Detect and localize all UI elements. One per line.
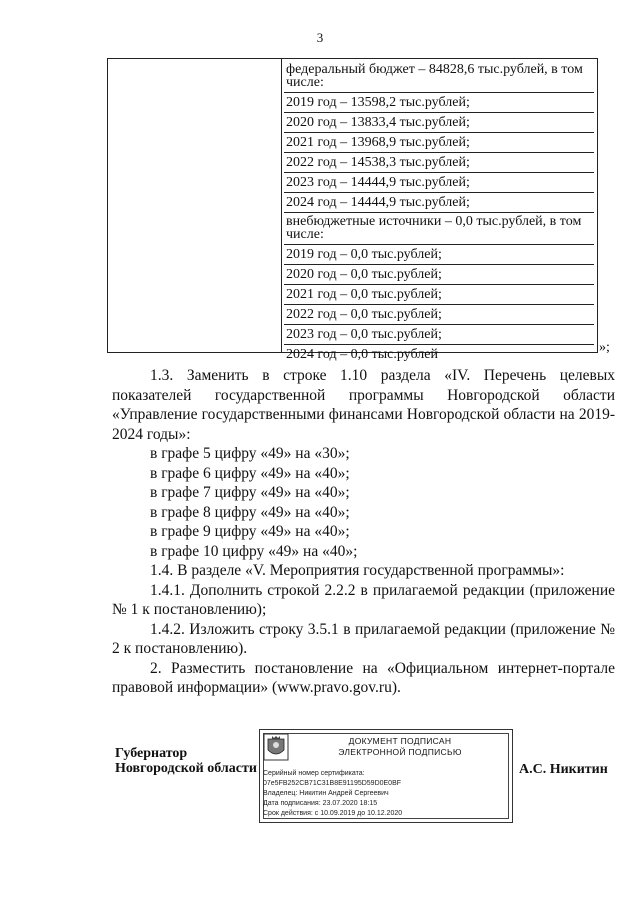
stamp-title-line: ЭЛЕКТРОННОЙ ПОДПИСЬЮ [338,747,462,757]
list-item: в графе 10 цифру «49» на «40»; [150,542,358,560]
table-row: 2024 год – 0,0 тыс.рублей [286,347,438,362]
table-row: 2020 год – 0,0 тыс.рублей; [284,265,594,285]
list-item: в графе 6 цифру «49» на «40»; [150,464,350,482]
stamp-title [300,736,500,758]
electronic-signature-stamp [259,729,513,823]
certificate-validity: Срок действия: с 10.09.2019 до 10.12.2020 [263,810,403,817]
certificate-label: Серийный номер сертификата: [263,770,365,777]
paragraph-1-4-1: 1.4.1. Дополнить строкой 2.2.2 в прилагаемой редакции (приложение № 1 к постановлению); [112,581,615,618]
table-row: 2021 год – 13968,9 тыс.рублей; [284,133,594,153]
signatory-position [115,746,257,776]
position-line: Новгородской области [115,761,257,776]
coat-of-arms-icon [263,733,289,761]
list-item: в графе 5 цифру «49» на «30»; [150,445,350,462]
paragraph-1-4: 1.4. В разделе «V. Мероприятия государственной программы»: [150,562,565,579]
page-number: 3 [316,30,324,45]
list-item: в графе 9 цифру «49» на «40»; [150,523,350,540]
table-row: 2019 год – 13598,2 тыс.рублей; [284,93,594,113]
table-row: 2022 год – 0,0 тыс.рублей; [284,305,594,325]
paragraph-2: 2. Разместить постановление на «Официальном интернет-портале правовой информации» (www.pravo.gov.ru). [112,659,615,696]
stamp-details [263,769,402,819]
table-closing-quote: »; [599,340,610,355]
table-row: 2021 год – 0,0 тыс.рублей; [284,285,594,305]
table-row: 2022 год – 14538,3 тыс.рублей; [284,153,594,173]
stamp-title-line: ДОКУМЕНТ ПОДПИСАН [348,736,452,746]
table-row: 2023 год – 14444,9 тыс.рублей; [284,173,594,193]
list-item: в графе 7 цифру «49» на «40»; [150,484,350,501]
document-body [112,366,615,698]
signing-date: Дата подписания: 23.07.2020 18:15 [263,800,378,807]
list-item: в графе 8 цифру «49» на «40»; [150,503,350,521]
finance-table [107,58,598,362]
table-column-divider [281,59,282,352]
position-line: Губернатор [115,746,188,761]
table-row: внебюджетные источники – 0,0 тыс.рублей, в том числе: [284,213,594,245]
signatory-name: А.С. Никитин [519,762,608,777]
table-row: 2020 год – 13833,4 тыс.рублей; [284,113,594,133]
replacement-list [112,444,615,561]
table-row: федеральный бюджет – 84828,6 тыс.рублей, в том числе: [284,61,594,93]
certificate-owner: Владелец: Никитин Андрей Сергеевич [263,790,389,797]
table-row: 2024 год – 14444,9 тыс.рублей; [284,193,594,213]
paragraph-1-3: 1.3. Заменить в строке 1.10 раздела «IV. Перечень целевых показателей государственной программы Новгородской области «Управление государственными финансами Новгородской области на 2019-2024 годы»: [112,367,615,443]
certificate-number: 07e5FB252CB71C31B8E91195D59D0E0BF [263,780,402,787]
table-row: 2019 год – 0,0 тыс.рублей; [284,245,594,265]
finance-table-cell [284,61,594,364]
table-row: 2023 год – 0,0 тыс.рублей; [284,325,594,345]
paragraph-1-4-2: 1.4.2. Изложить строку 3.5.1 в прилагаемой редакции (приложение № 2 к постановлению). [112,620,615,657]
